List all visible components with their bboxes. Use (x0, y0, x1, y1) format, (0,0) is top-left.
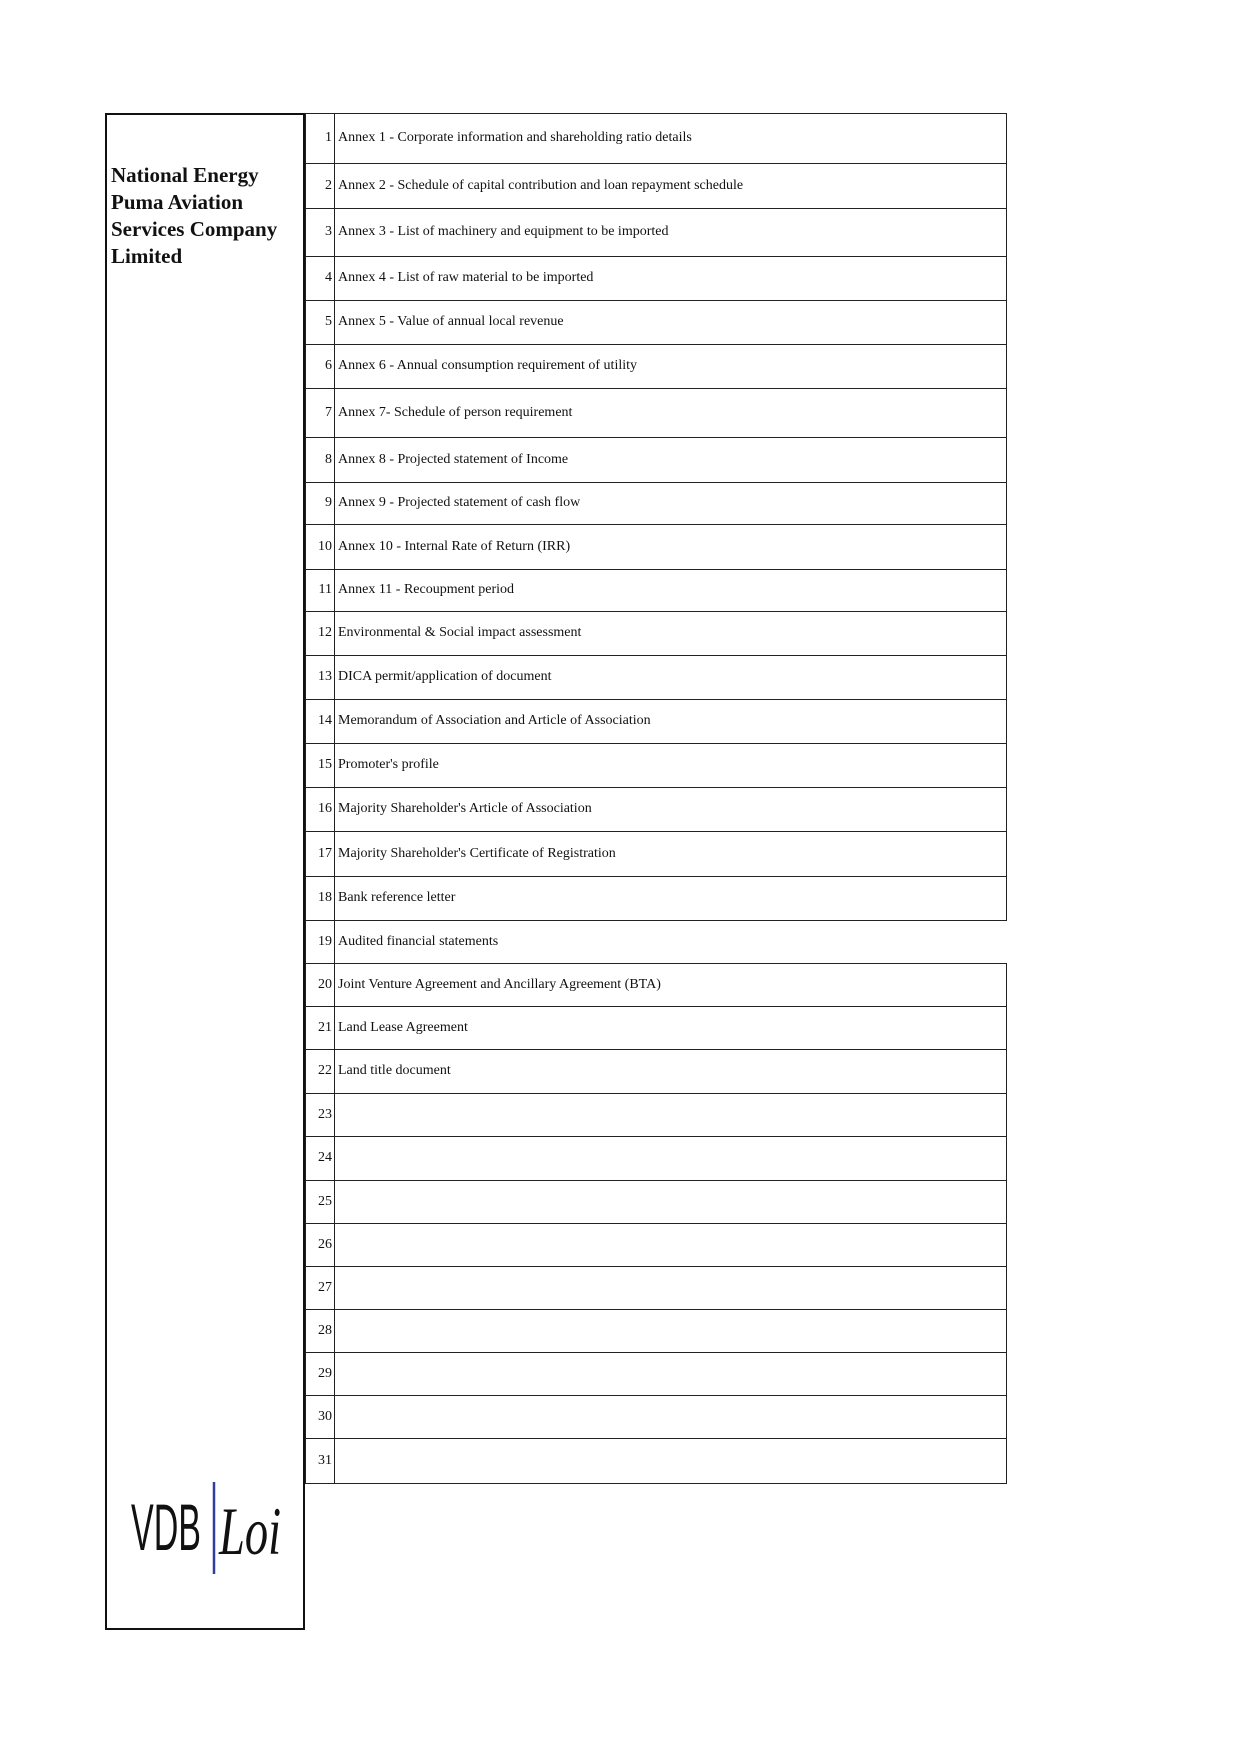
table-row (305, 208, 1007, 256)
table-row (305, 611, 1007, 655)
table-row (305, 1223, 1007, 1266)
row-number: 28 (305, 1309, 335, 1352)
table-row (305, 344, 1007, 388)
row-divider (305, 300, 1007, 301)
table-row (305, 256, 1007, 300)
row-divider (305, 1006, 1007, 1007)
row-divider (305, 655, 1007, 656)
row-number: 4 (305, 256, 335, 300)
table-row (305, 437, 1007, 482)
table-row (305, 1049, 1007, 1093)
row-description (335, 1180, 1007, 1223)
row-divider (305, 611, 1007, 612)
row-number: 8 (305, 437, 335, 482)
row-divider (305, 113, 1007, 114)
row-description: Promoter's profile (335, 743, 1007, 787)
company-name-line: Limited (111, 244, 183, 268)
row-number: 23 (305, 1093, 335, 1136)
row-divider (305, 963, 1007, 964)
row-divider (305, 208, 1007, 209)
row-divider (305, 699, 1007, 700)
row-divider (305, 1352, 1007, 1353)
table-row (305, 1395, 1007, 1438)
row-number: 5 (305, 300, 335, 344)
table-row (305, 1006, 1007, 1049)
row-description: Environmental & Social impact assessment (335, 611, 1007, 655)
row-divider (305, 344, 1007, 345)
logo-left-text: VDB (131, 1490, 201, 1564)
row-number: 6 (305, 344, 335, 388)
row-number: 29 (305, 1352, 335, 1395)
row-divider (305, 524, 1007, 525)
row-description (335, 1093, 1007, 1136)
row-description: Joint Venture Agreement and Ancillary Agreement (BTA) (335, 963, 1007, 1006)
row-number: 30 (305, 1395, 335, 1438)
logo-right-text: Loi (218, 1493, 281, 1569)
row-description: Memorandum of Association and Article of Association (335, 699, 1007, 743)
row-description: Annex 10 - Internal Rate of Return (IRR) (335, 524, 1007, 569)
row-divider (305, 1049, 1007, 1050)
row-number: 21 (305, 1006, 335, 1049)
row-number: 3 (305, 208, 335, 256)
table-row (305, 163, 1007, 208)
row-number: 12 (305, 611, 335, 655)
company-name (111, 162, 301, 270)
table-row (305, 388, 1007, 437)
table-row (305, 1136, 1007, 1180)
row-number: 24 (305, 1136, 335, 1180)
row-number: 14 (305, 699, 335, 743)
row-number: 7 (305, 388, 335, 437)
row-divider (305, 787, 1007, 788)
row-description: Majority Shareholder's Certificate of Registration (335, 831, 1007, 876)
row-divider (305, 437, 1007, 438)
table-row (305, 743, 1007, 787)
row-description: Land title document (335, 1049, 1007, 1093)
row-description: Annex 6 - Annual consumption requirement of utility (335, 344, 1007, 388)
row-divider (305, 1223, 1007, 1224)
row-description (335, 1136, 1007, 1180)
table-row (305, 699, 1007, 743)
row-divider (305, 1180, 1007, 1181)
row-number: 11 (305, 569, 335, 611)
table-row (305, 920, 1007, 963)
row-number: 13 (305, 655, 335, 699)
row-description: Annex 1 - Corporate information and shareholding ratio details (335, 113, 1007, 163)
row-divider (305, 1395, 1007, 1396)
row-description: Annex 11 - Recoupment period (335, 569, 1007, 611)
row-description (335, 1223, 1007, 1266)
row-description (335, 1438, 1007, 1483)
row-number: 15 (305, 743, 335, 787)
company-name-line: Services Company (111, 217, 278, 241)
row-description: Annex 3 - List of machinery and equipment to be imported (335, 208, 1007, 256)
row-description: Annex 9 - Projected statement of cash flow (335, 482, 1007, 524)
row-divider (305, 482, 1007, 483)
row-description: DICA permit/application of document (335, 655, 1007, 699)
row-description: Annex 4 - List of raw material to be imported (335, 256, 1007, 300)
table-row (305, 524, 1007, 569)
company-sidebar (105, 113, 305, 1630)
row-description (335, 1266, 1007, 1309)
table-row (305, 1309, 1007, 1352)
table-row (305, 1266, 1007, 1309)
row-divider (305, 1136, 1007, 1137)
row-number: 18 (305, 876, 335, 920)
table-row (305, 876, 1007, 920)
company-name-line: Puma Aviation (111, 190, 244, 214)
row-number: 27 (305, 1266, 335, 1309)
row-description: Annex 8 - Projected statement of Income (335, 437, 1007, 482)
table-row (305, 482, 1007, 524)
row-number: 9 (305, 482, 335, 524)
row-description: Audited financial statements (338, 933, 499, 949)
row-description: Annex 7- Schedule of person requirement (335, 388, 1007, 437)
row-description (335, 1352, 1007, 1395)
table-row (305, 1093, 1007, 1136)
row-divider (305, 256, 1007, 257)
row-divider (305, 1438, 1007, 1439)
row-number: 2 (305, 163, 335, 208)
table-row (305, 1438, 1007, 1483)
row-number: 25 (305, 1180, 335, 1223)
row-description: Annex 5 - Value of annual local revenue (335, 300, 1007, 344)
row-divider (305, 831, 1007, 832)
row-number: 20 (305, 963, 335, 1006)
row-number: 17 (305, 831, 335, 876)
row-divider (305, 743, 1007, 744)
row-description: Bank reference letter (335, 876, 1007, 920)
row-description: Land Lease Agreement (335, 1006, 1007, 1049)
row-divider (305, 163, 1007, 164)
vdb-loi-logo (127, 1470, 287, 1576)
row-number: 16 (305, 787, 335, 831)
row-number: 19 (305, 920, 335, 963)
row-divider (305, 1093, 1007, 1094)
row-divider (305, 388, 1007, 389)
row-divider (305, 1309, 1007, 1310)
table-row (305, 569, 1007, 611)
table-row (305, 787, 1007, 831)
table-row (305, 300, 1007, 344)
row-description: Annex 2 - Schedule of capital contribution and loan repayment schedule (335, 163, 1007, 208)
row-number: 31 (305, 1438, 335, 1483)
row-number: 10 (305, 524, 335, 569)
row-divider (305, 920, 1007, 921)
table-row (305, 831, 1007, 876)
row-description (335, 1395, 1007, 1438)
row-number: 26 (305, 1223, 335, 1266)
table-row (305, 113, 1007, 163)
table-row (305, 1352, 1007, 1395)
table-row (305, 655, 1007, 699)
row-description (335, 1309, 1007, 1352)
table-row (305, 1180, 1007, 1223)
row-description: Majority Shareholder's Article of Association (335, 787, 1007, 831)
row-number: 1 (305, 113, 335, 163)
row-number: 22 (305, 1049, 335, 1093)
row-divider (305, 876, 1007, 877)
row-divider (305, 1483, 1007, 1484)
row-divider (305, 569, 1007, 570)
row-divider (305, 1266, 1007, 1267)
company-name-line: National Energy (111, 163, 259, 187)
table-row (305, 963, 1007, 1006)
